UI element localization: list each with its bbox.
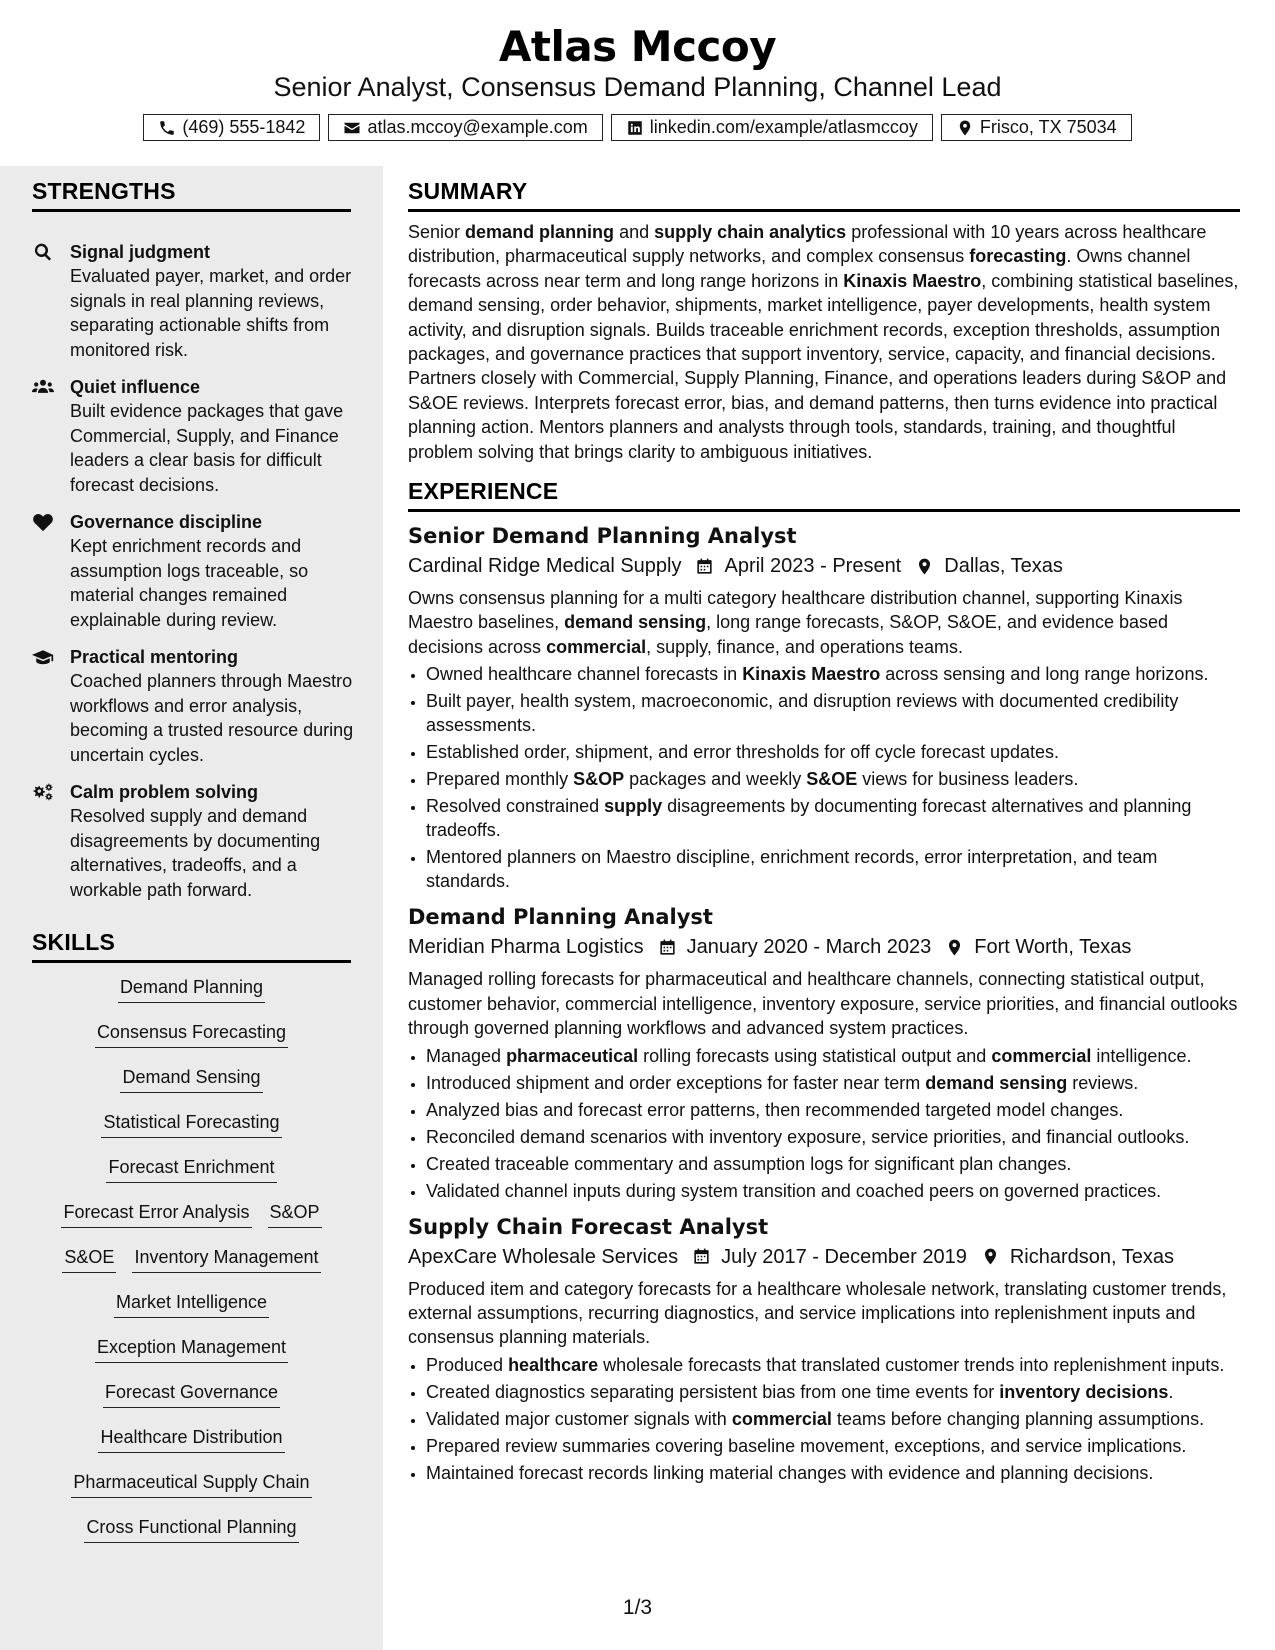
job-entry xyxy=(408,903,1240,1202)
skill-tag: S&OE xyxy=(62,1245,116,1273)
linkedin-icon xyxy=(626,119,644,137)
strengths-heading: STRENGTHS xyxy=(32,178,351,212)
calendar-icon xyxy=(692,1247,711,1266)
strength-desc: Resolved supply and demand disagreements by documenting alternatives, tradeoffs, and a workable path forward. xyxy=(70,806,321,900)
bullet-item xyxy=(426,1461,1240,1485)
text-run: Prepared review summaries covering baseline movement, exceptions, and service implications. xyxy=(426,1435,1187,1456)
text-run: Created traceable commentary and assumption logs for significant plan changes. xyxy=(426,1153,1072,1174)
bold-text: S&OE xyxy=(806,769,858,790)
contact-bar xyxy=(0,114,1275,141)
text-run: professional with 10 years across healthcare distribution, pharmaceutical supply networks, and complex consensus xyxy=(408,222,1207,267)
strength-title: Signal judgment xyxy=(70,242,211,262)
text-run: Established order, shipment, and error thresholds for off cycle forecast updates. xyxy=(426,742,1060,763)
job-location: Richardson, Texas xyxy=(1009,1245,1174,1268)
skill-tag: Demand Planning xyxy=(118,975,265,1003)
job-description xyxy=(408,967,1240,1040)
text-run: Reconciled demand scenarios with inventory exposure, service priorities, and financial outlooks. xyxy=(426,1126,1190,1147)
bullet-item xyxy=(426,767,1240,791)
text-run: Managed xyxy=(426,1045,507,1066)
heart-icon xyxy=(32,512,54,532)
main-column xyxy=(408,166,1240,1485)
bold-text: commercial xyxy=(731,1408,832,1429)
text-run: Prepared monthly xyxy=(426,769,574,790)
bullet-item xyxy=(426,1407,1240,1431)
skill-tag: Exception Management xyxy=(95,1335,288,1363)
job-bullets xyxy=(408,662,1240,893)
job-company: Cardinal Ridge Medical Supply xyxy=(408,555,682,578)
page-number: 1/3 xyxy=(622,1596,653,1619)
bullet-item xyxy=(426,1071,1240,1095)
text-run: Produced item and category forecasts for a healthcare wholesale network, translating customer trends, external assumptions, recurring diagnostics, and service implications into replenishment inputs and consensus planning materials. xyxy=(408,1278,1227,1348)
contact-location-text: Frisco, TX 75034 xyxy=(979,117,1117,137)
strength-title: Quiet influence xyxy=(70,377,201,397)
job-dates: July 2017 - December 2019 xyxy=(721,1245,967,1268)
job-bullets xyxy=(408,1353,1240,1485)
map-pin-icon xyxy=(956,119,974,137)
bullet-item xyxy=(426,794,1240,842)
bold-text: pharmaceutical xyxy=(506,1045,639,1066)
contact-email-text: atlas.mccoy@example.com xyxy=(367,117,588,137)
bold-text: supply chain analytics xyxy=(654,222,847,242)
text-run: Senior xyxy=(408,222,466,242)
contact-phone[interactable] xyxy=(143,114,320,141)
strength-desc: Kept enrichment records and assumption logs traceable, so material changes remained explainable during review. xyxy=(70,536,309,630)
text-run: , combining statistical baselines, demand sensing, order behavior, shipments, market intelligence, payer developments, health system activity, and disruption signals. Builds traceable enrichment records, exception thresholds, assumption packages, and governance practices that support inventory, service, capacity, and financial decisions. Partners closely with Commercial, Supply Planning, Finance, and operations leaders during S&OP and S&OE reviews. Interprets forecast error, bias, and demand patterns, then turns evidence into practical planning action. Mentors planners and analysts through tools, standards, training, and thoughtful problem solving that brings clarity to ambiguous initiatives. xyxy=(408,270,1239,462)
bullet-item xyxy=(426,1044,1240,1068)
bullet-item xyxy=(426,1353,1240,1377)
job-meta xyxy=(408,933,1240,961)
calendar-icon xyxy=(658,938,677,957)
strengths-list xyxy=(32,240,357,915)
summary-heading: SUMMARY xyxy=(408,178,1240,212)
text-run: Maintained forecast records linking material changes with evidence and planning decisions. xyxy=(426,1462,1154,1483)
envelope-icon xyxy=(343,119,361,137)
job-meta xyxy=(408,1243,1240,1271)
bold-text: healthcare xyxy=(508,1354,599,1375)
text-run: Resolved constrained xyxy=(426,796,605,817)
text-run: Built payer, health system, macroeconomic, and disruption reviews with documented credibility assessments. xyxy=(426,691,1179,736)
bullet-item xyxy=(426,662,1240,686)
bullet-item xyxy=(426,1380,1240,1404)
text-run: packages and weekly xyxy=(624,769,807,790)
job-dates: April 2023 - Present xyxy=(724,555,902,578)
text-run: . xyxy=(1168,1381,1174,1402)
job-title: Supply Chain Forecast Analyst xyxy=(408,1214,769,1239)
strength-desc: Coached planners through Maestro workflows and error analysis, becoming a trusted resource during uncertain cycles. xyxy=(70,671,354,765)
skill-tag: Cross Functional Planning xyxy=(84,1515,298,1543)
bold-text: supply xyxy=(604,796,663,817)
job-entry xyxy=(408,1213,1240,1485)
strength-desc: Evaluated payer, market, and order signals in real planning reviews, separating actionable shifts from monitored risk. xyxy=(70,266,352,360)
skill-tag: Consensus Forecasting xyxy=(95,1020,288,1048)
contact-phone-text: (469) 555-1842 xyxy=(182,117,306,137)
text-run: rolling forecasts using statistical output and xyxy=(638,1045,992,1066)
candidate-title: Senior Analyst, Consensus Demand Planning, Channel Lead xyxy=(273,72,1002,102)
skill-tag: Demand Sensing xyxy=(120,1065,262,1093)
contact-linkedin[interactable] xyxy=(611,114,933,141)
bold-text: demand planning xyxy=(465,222,615,242)
text-run: Owns consensus planning for a multi category healthcare distribution channel, supporting Kinaxis Maestro baselines, xyxy=(408,588,1183,633)
skill-tag: Market Intelligence xyxy=(114,1290,269,1318)
job-title: Demand Planning Analyst xyxy=(408,905,713,930)
text-run: wholesale forecasts that translated customer trends into replenishment inputs. xyxy=(598,1354,1225,1375)
users-icon xyxy=(32,377,54,397)
bold-text: forecasting xyxy=(969,246,1067,267)
contact-email[interactable] xyxy=(328,114,602,141)
skill-tag: Pharmaceutical Supply Chain xyxy=(71,1470,311,1498)
job-description xyxy=(408,586,1240,659)
skill-tag: Inventory Management xyxy=(132,1245,320,1273)
strength-desc: Built evidence packages that gave Commercial, Supply, and Finance leaders a clear basis for difficult forecast decisions. xyxy=(70,401,344,495)
text-run: teams before changing planning assumptions. xyxy=(831,1408,1205,1429)
resume-header xyxy=(0,0,1275,166)
job-dates: January 2020 - March 2023 xyxy=(686,936,932,959)
skill-tag: Forecast Governance xyxy=(103,1380,280,1408)
text-run: Produced xyxy=(426,1354,509,1375)
skills-heading: SKILLS xyxy=(32,929,351,963)
text-run: intelligence. xyxy=(1091,1045,1192,1066)
text-run: views for business leaders. xyxy=(857,769,1079,790)
text-run: and xyxy=(614,222,655,242)
contact-location xyxy=(941,114,1132,141)
experience-heading: EXPERIENCE xyxy=(408,478,1240,512)
bold-text: Kinaxis Maestro xyxy=(742,664,881,685)
bold-text: commercial xyxy=(546,636,647,657)
text-run: Validated channel inputs during system transition and coached peers on governed practices. xyxy=(426,1180,1162,1201)
strength-title: Practical mentoring xyxy=(70,647,239,667)
skill-tag: Forecast Error Analysis xyxy=(61,1200,251,1228)
text-run: , long range forecasts, S&OP, S&OE, and evidence based decisions across xyxy=(408,612,1169,657)
skill-tag: S&OP xyxy=(268,1200,322,1228)
strength-title: Governance discipline xyxy=(70,512,263,532)
strength-item xyxy=(32,780,357,902)
text-run: disagreements by documenting forecast alternatives and planning tradeoffs. xyxy=(426,796,1192,841)
summary-text xyxy=(408,220,1240,464)
job-title: Senior Demand Planning Analyst xyxy=(408,524,797,549)
text-run: reviews. xyxy=(1067,1072,1139,1093)
text-run: across sensing and long range horizons. xyxy=(880,664,1209,685)
job-bullets xyxy=(408,1044,1240,1203)
strength-item xyxy=(32,645,357,767)
skills-list xyxy=(32,975,351,1560)
calendar-icon xyxy=(695,557,714,576)
text-run: . Owns channel forecasts across near term and long range horizons in xyxy=(408,246,1191,291)
bold-text: demand sensing xyxy=(564,612,707,633)
job-location: Dallas, Texas xyxy=(944,555,1063,578)
job-location: Fort Worth, Texas xyxy=(974,936,1132,959)
text-run: Mentored planners on Maestro discipline, enrichment records, error interpretation, and team standards. xyxy=(426,847,1158,892)
strength-item xyxy=(32,375,357,497)
map-pin-icon xyxy=(915,557,934,576)
bold-text: Kinaxis Maestro xyxy=(843,270,982,291)
search-icon xyxy=(32,242,54,262)
job-company: Meridian Pharma Logistics xyxy=(408,936,644,959)
bold-text: inventory decisions xyxy=(999,1381,1169,1402)
text-run: Owned healthcare channel forecasts in xyxy=(426,664,743,685)
text-run: , supply, finance, and operations teams. xyxy=(646,636,963,657)
bold-text: S&OP xyxy=(573,769,625,790)
job-meta xyxy=(408,552,1240,580)
bullet-item xyxy=(426,845,1240,893)
text-run: Managed rolling forecasts for pharmaceutical and healthcare channels, connecting statistical output, customer behavior, commercial intelligence, inventory exposure, service priorities, and financial outlooks through governed planning workflows and advanced system practices. xyxy=(408,969,1238,1039)
phone-icon xyxy=(158,119,176,137)
map-pin-icon xyxy=(981,1247,1000,1266)
job-company: ApexCare Wholesale Services xyxy=(408,1245,679,1268)
bullet-item xyxy=(426,1098,1240,1122)
skill-tag: Forecast Enrichment xyxy=(106,1155,276,1183)
bullet-item xyxy=(426,740,1240,764)
graduation-cap-icon xyxy=(32,647,54,667)
map-pin-icon xyxy=(945,938,964,957)
strength-title: Calm problem solving xyxy=(70,782,259,802)
bold-text: commercial xyxy=(991,1045,1092,1066)
text-run: Introduced shipment and order exceptions for faster near term xyxy=(426,1072,926,1093)
text-run: Validated major customer signals with xyxy=(426,1408,732,1429)
job-entry xyxy=(408,522,1240,893)
skill-tag: Statistical Forecasting xyxy=(101,1110,281,1138)
bold-text: demand sensing xyxy=(925,1072,1068,1093)
job-description xyxy=(408,1277,1240,1350)
strength-item xyxy=(32,240,357,362)
skill-tag: Healthcare Distribution xyxy=(98,1425,284,1453)
bullet-item xyxy=(426,1179,1240,1203)
text-run: Analyzed bias and forecast error patterns, then recommended targeted model changes. xyxy=(426,1099,1124,1120)
contact-linkedin-text: linkedin.com/example/atlasmccoy xyxy=(649,117,918,137)
bullet-item xyxy=(426,689,1240,737)
bullet-item xyxy=(426,1125,1240,1149)
gears-icon xyxy=(32,782,54,802)
text-run: Created diagnostics separating persistent bias from one time events for xyxy=(426,1381,1000,1402)
strength-item xyxy=(32,510,357,632)
bullet-item xyxy=(426,1152,1240,1176)
bullet-item xyxy=(426,1434,1240,1458)
candidate-name: Atlas Mccoy xyxy=(498,22,777,71)
